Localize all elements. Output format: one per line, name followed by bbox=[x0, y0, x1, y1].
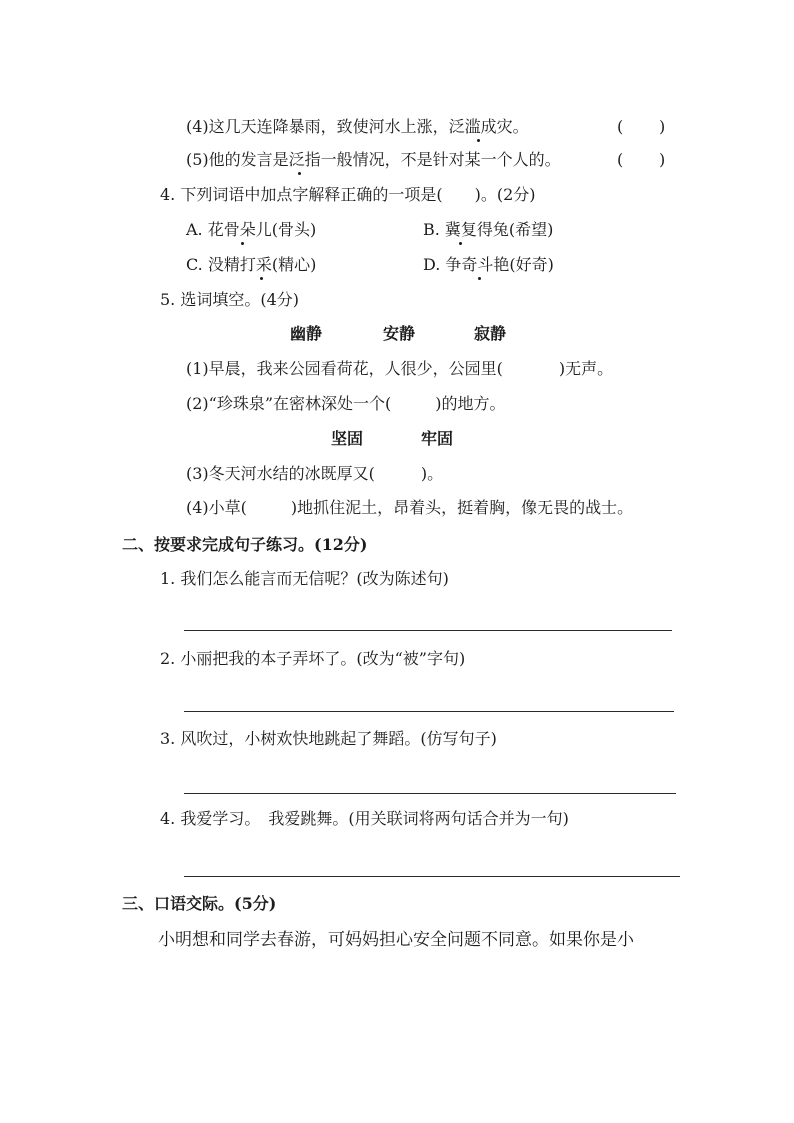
word-choice: 幽静 bbox=[290, 324, 323, 343]
emphasis-dot bbox=[477, 139, 480, 142]
s2-question-2: 2. 小丽把我的本子弄坏了。(改为“被”字句) bbox=[160, 649, 466, 668]
q5-sentence-1 bbox=[186, 358, 613, 380]
q3-item-5: (5)他的发言是泛指一般情况，不是针对某一个人的。 bbox=[186, 150, 561, 169]
emphasis-dot bbox=[478, 277, 481, 280]
sentence-text: (4)小草( bbox=[186, 498, 247, 517]
section-3-text: 小明想和同学去春游，可妈妈担心安全问题不同意。如果你是小 bbox=[158, 930, 634, 950]
q4-option-c[interactable]: C. 没精打采(精心) bbox=[186, 255, 317, 274]
word-choice: 安静 bbox=[383, 324, 416, 343]
answer-paren-close[interactable]: ) bbox=[659, 150, 666, 169]
section-3-title: 三、口语交际。(5分) bbox=[122, 894, 277, 913]
s2-question-4: 4. 我爱学习。 我爱跳舞。(用关联词将两句话合并为一句) bbox=[160, 809, 569, 828]
answer-paren-close[interactable]: ) bbox=[659, 117, 666, 136]
s2-question-1: 1. 我们怎么能言而无信呢？(改为陈述句) bbox=[160, 569, 449, 588]
s2-question-3: 3. 风吹过，小树欢快地跳起了舞蹈。(仿写句子) bbox=[160, 729, 497, 748]
sentence-text: (3)冬天河水结的冰既厚又( bbox=[186, 464, 375, 483]
q5-stem: 5. 选词填空。(4分) bbox=[160, 290, 300, 309]
sentence-text: )的地方。 bbox=[435, 394, 506, 413]
sentence-text: )无声。 bbox=[558, 359, 614, 378]
sentence-text: )地抓住泥土，昂着头，挺着胸，像无畏的战士。 bbox=[290, 498, 634, 517]
q5-sentence-4 bbox=[186, 497, 633, 519]
answer-paren-open[interactable]: ( bbox=[617, 117, 624, 136]
answer-line[interactable] bbox=[184, 711, 674, 712]
emphasis-dot bbox=[260, 277, 263, 280]
word-choice: 寂静 bbox=[474, 324, 507, 343]
sentence-text: )。 bbox=[420, 464, 444, 483]
word-choice: 牢固 bbox=[421, 429, 454, 448]
word-choice: 坚固 bbox=[331, 429, 364, 448]
emphasis-dot bbox=[298, 172, 301, 175]
q3-item-4: (4)这几天连降暴雨，致使河水上涨，泛滥成灾。 bbox=[186, 117, 529, 136]
q5-sentence-3 bbox=[186, 463, 443, 485]
emphasis-dot bbox=[241, 242, 244, 245]
answer-line[interactable] bbox=[184, 630, 672, 631]
q4-option-a[interactable]: A. 花骨朵儿(骨头) bbox=[186, 220, 317, 239]
answer-line[interactable] bbox=[184, 793, 676, 794]
answer-paren-open[interactable]: ( bbox=[617, 150, 624, 169]
q4-stem: 4. 下列词语中加点字解释正确的一项是( )。(2分) bbox=[160, 185, 536, 204]
sentence-text: (1)早晨，我来公园看荷花，人很少，公园里( bbox=[186, 359, 503, 378]
q5-sentence-2 bbox=[186, 393, 506, 415]
answer-line[interactable] bbox=[184, 876, 680, 877]
q4-option-b[interactable]: B. 冀复得兔(希望) bbox=[423, 220, 554, 239]
section-2-title: 二、按要求完成句子练习。(12分) bbox=[122, 535, 368, 554]
q4-option-d[interactable]: D. 争奇斗艳(好奇) bbox=[423, 255, 554, 274]
emphasis-dot bbox=[459, 242, 462, 245]
sentence-text: (2)“珍珠泉”在密林深处一个( bbox=[186, 394, 392, 413]
